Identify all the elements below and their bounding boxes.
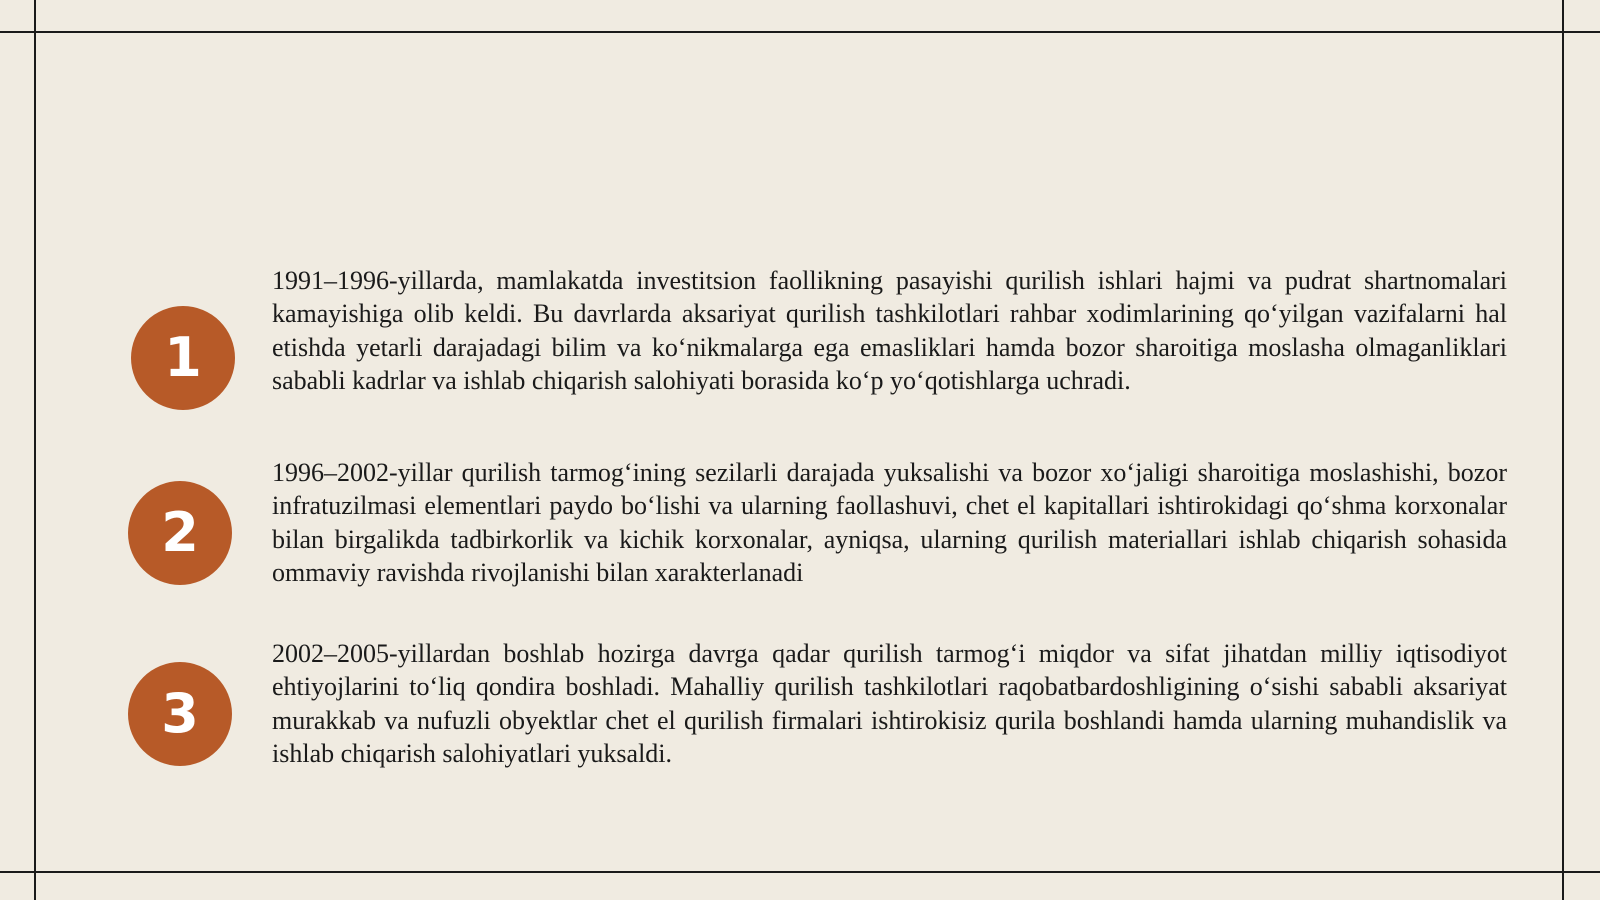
- number-badge-3: [128, 662, 232, 766]
- number-badge-1: [131, 306, 235, 410]
- badge-number: 3: [161, 682, 199, 745]
- number-badge-2: [128, 481, 232, 585]
- frame-line-bottom: [0, 871, 1600, 873]
- badge-number: 2: [161, 501, 199, 564]
- frame-line-left: [34, 0, 36, 900]
- paragraph-3: 2002–2005-yillardan boshlab hozirga davrga qadar qurilish tarmog‘i miqdor va sifat jihatdan milliy iqtisodiyot ehtiyojlarini to‘liq qondira boshladi. Mahalliy qurilish tashkilotlari raqobatbardoshligining o‘sishi sababli aksariyat murakkab va nufuzli obyektlar chet el qurilish firmalari ishtirokisiz qurila boshlandi hamda ularning muhandislik va ishlab chiqarish salohiyatlari yuksaldi.: [272, 639, 1507, 769]
- paragraph-1: 1991–1996-yillarda, mamlakatda investitsion faollikning pasayishi qurilish ishlari hajmi va pudrat shartnomalari kamayishiga olib keldi. Bu davrlarda aksariyat qurilish tashkilotlari rahbar xodimlarining qo‘yilgan vazifalarni hal etishda yetarli darajadagi bilim va ko‘nikmalarga ega emasliklari hamda bozor sharoitiga moslasha olmaganliklari sababli kadrlar va ishlab chiqarish salohiyati borasida ko‘p yo‘qotishlarga uchradi.: [272, 266, 1507, 396]
- frame-line-top: [0, 31, 1600, 33]
- badge-number: 1: [164, 326, 202, 389]
- paragraph-2: 1996–2002-yillar qurilish tarmog‘ining sezilarli darajada yuksalishi va bozor xo‘jaligi sharoitiga moslashishi, bozor infratuzilmasi elementlari paydo bo‘lishi va ularning faollashuvi, chet el kapitallari ishtirokidagi qo‘shma korxonalar bilan birgalikda tadbirkorlik va kichik korxonalar, ayniqsa, ularning qurilish materiallari ishlab chiqarish sohasida ommaviy ravishda rivojlanishi bilan xarakterlanadi: [272, 458, 1507, 588]
- frame-line-right: [1562, 0, 1564, 900]
